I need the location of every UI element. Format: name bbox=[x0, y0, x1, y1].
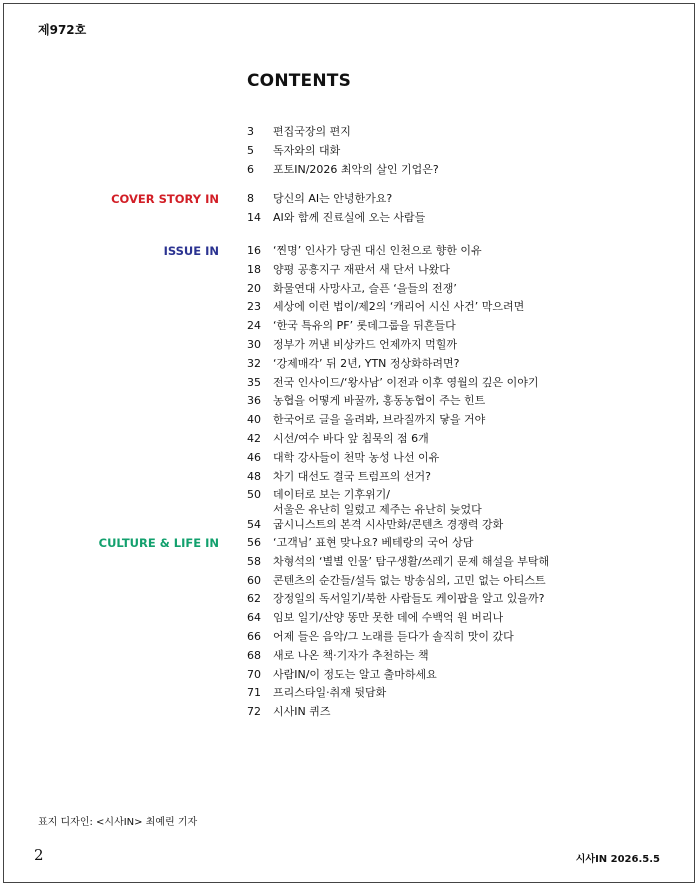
entry-title: 굽시니스트의 본격 시사만화/콘텐츠 경쟁력 강화 bbox=[273, 518, 504, 532]
entry-title: ‘찐명’ 인사가 당권 대신 인천으로 향한 이유 bbox=[273, 244, 482, 257]
entry-title: 독자와의 대화 bbox=[273, 143, 341, 157]
issue-number: 제972호 bbox=[38, 23, 87, 37]
entry-title: 임보 일기/산양 똥만 못한 데에 수백억 원 버리나 bbox=[273, 611, 504, 625]
toc-entry[interactable] bbox=[247, 336, 677, 355]
entry-title: AI와 함께 진료실에 오는 사람들 bbox=[273, 210, 426, 224]
toc-entry[interactable] bbox=[247, 280, 677, 299]
page-ref: 23 bbox=[247, 300, 261, 314]
page-title: CONTENTS bbox=[247, 71, 352, 91]
cover-design-credit: 표지 디자인: <시사IN> 최예린 기자 bbox=[38, 817, 198, 828]
toc-entry[interactable] bbox=[247, 590, 677, 609]
page-ref: 3 bbox=[247, 125, 254, 138]
page-ref: 48 bbox=[247, 469, 261, 483]
entry-title-line-1: 데이터로 보는 기후위기/ bbox=[273, 488, 390, 502]
toc-entry[interactable] bbox=[247, 392, 677, 411]
publication-date: 시사IN 2026.5.5 bbox=[575, 854, 660, 865]
section-label-culture-life: CULTURE & LIFE IN bbox=[98, 536, 219, 550]
entry-title: 대학 강사들이 천막 농성 나선 이유 bbox=[273, 450, 440, 464]
toc-entry[interactable] bbox=[247, 190, 677, 209]
entry-title: 세상에 이런 법이/제2의 ‘캐리어 시신 사건’ 막으려면 bbox=[273, 300, 525, 314]
page-ref: 54 bbox=[247, 518, 261, 532]
entry-title: 양평 공흥지구 재판서 새 단서 나왔다 bbox=[273, 262, 450, 276]
culture-list bbox=[247, 534, 677, 722]
page-ref: 71 bbox=[247, 686, 261, 700]
entry-title: 차기 대선도 결국 트럼프의 선거? bbox=[273, 469, 431, 483]
page-ref: 70 bbox=[247, 667, 261, 681]
entry-title: 시선/여수 바다 앞 침묵의 점 6개 bbox=[273, 431, 429, 445]
toc-entry[interactable] bbox=[247, 411, 677, 430]
page-ref: 40 bbox=[247, 413, 261, 427]
toc-entry[interactable] bbox=[247, 123, 677, 142]
entry-title: 차형석의 ‘별별 인물’ 탐구생활/쓰레기 문제 해설을 부탁해 bbox=[273, 554, 550, 568]
toc-entry[interactable] bbox=[247, 161, 677, 180]
page-ref: 60 bbox=[247, 573, 261, 587]
page-ref: 46 bbox=[247, 450, 261, 464]
page-ref: 58 bbox=[247, 554, 261, 568]
entry-title: 시사IN 퀴즈 bbox=[273, 705, 331, 719]
page-ref: 42 bbox=[247, 431, 261, 445]
entry-title: 포토IN/2026 최악의 살인 기업은? bbox=[273, 162, 439, 176]
entry-title: 당신의 AI는 안녕한가요? bbox=[273, 192, 393, 205]
entry-title-line-2: 서울은 유난히 일렀고 제주는 유난히 늦었다 bbox=[273, 502, 482, 516]
section-label-cover-story: COVER STORY IN bbox=[111, 192, 219, 206]
page-ref: 24 bbox=[247, 319, 261, 333]
toc-entry[interactable] bbox=[247, 609, 677, 628]
page-ref: 62 bbox=[247, 592, 261, 606]
entry-title: 새로 나온 책·기자가 추천하는 책 bbox=[273, 648, 429, 662]
entry-title: ‘고객님’ 표현 맞나요? 베테랑의 국어 상담 bbox=[273, 536, 474, 549]
page-ref: 18 bbox=[247, 262, 261, 276]
toc-entry[interactable] bbox=[247, 261, 677, 280]
toc-entry[interactable] bbox=[247, 468, 677, 487]
page-ref: 6 bbox=[247, 162, 254, 176]
section-label-issue-in: ISSUE IN bbox=[163, 244, 219, 258]
entry-title: 프리스타일·취재 뒷담화 bbox=[273, 686, 387, 700]
toc-entry[interactable] bbox=[247, 647, 677, 666]
entry-title bbox=[273, 488, 482, 517]
toc-entry[interactable] bbox=[247, 298, 677, 317]
toc-entry[interactable] bbox=[247, 572, 677, 591]
page-ref: 20 bbox=[247, 281, 261, 295]
toc-entry[interactable] bbox=[247, 486, 677, 516]
entry-title: 콘텐츠의 순간들/설득 없는 방송심의, 고민 없는 아티스트 bbox=[273, 573, 546, 587]
page-ref: 56 bbox=[247, 536, 261, 549]
entry-title: 편집국장의 편지 bbox=[273, 125, 351, 138]
entry-title: 농협을 어떻게 바꿀까, 홍동농협이 주는 힌트 bbox=[273, 394, 486, 408]
entry-title: 화물연대 사망사고, 슬픈 ‘을들의 전쟁’ bbox=[273, 281, 457, 295]
page-ref: 72 bbox=[247, 705, 261, 719]
page-ref: 66 bbox=[247, 629, 261, 643]
toc-entry[interactable] bbox=[247, 516, 677, 535]
page-ref: 8 bbox=[247, 192, 254, 205]
page-ref: 50 bbox=[247, 488, 261, 502]
toc-entry[interactable] bbox=[247, 374, 677, 393]
toc-entry[interactable] bbox=[247, 209, 677, 228]
toc-entry[interactable] bbox=[247, 553, 677, 572]
entry-title: 장정일의 독서일기/북한 사람들도 케이팝을 알고 있을까? bbox=[273, 592, 545, 606]
page-ref: 36 bbox=[247, 394, 261, 408]
page-ref: 14 bbox=[247, 210, 261, 224]
intro-list bbox=[247, 123, 677, 179]
page-ref: 5 bbox=[247, 143, 254, 157]
toc-entry[interactable] bbox=[247, 355, 677, 374]
toc-entry[interactable] bbox=[247, 534, 677, 553]
page-ref: 68 bbox=[247, 648, 261, 662]
entry-title: 어제 들은 음악/그 노래를 듣다가 솔직히 맛이 갔다 bbox=[273, 629, 514, 643]
toc-entry[interactable] bbox=[247, 666, 677, 685]
toc-entry[interactable] bbox=[247, 430, 677, 449]
entry-title: ‘한국 특유의 PF’ 롯데그룹을 뒤흔들다 bbox=[273, 319, 456, 333]
toc-entry[interactable] bbox=[247, 242, 677, 261]
toc-entry[interactable] bbox=[247, 142, 677, 161]
entry-title: ‘강제매각’ 뒤 2년, YTN 정상화하려면? bbox=[273, 356, 460, 370]
entry-title: 한국어로 글을 올려봐, 브라질까지 닿을 거야 bbox=[273, 413, 486, 427]
toc-entry[interactable] bbox=[247, 628, 677, 647]
entry-title: 사람IN/이 정도는 알고 출마하세요 bbox=[273, 667, 437, 681]
toc-entry[interactable] bbox=[247, 317, 677, 336]
page-ref: 32 bbox=[247, 356, 261, 370]
page-ref: 64 bbox=[247, 611, 261, 625]
toc-entry[interactable] bbox=[247, 684, 677, 703]
issue-in-list bbox=[247, 242, 677, 535]
page-ref: 35 bbox=[247, 375, 261, 389]
page-ref: 30 bbox=[247, 337, 261, 351]
page-ref: 16 bbox=[247, 244, 261, 257]
cover-story-list bbox=[247, 190, 677, 228]
toc-entry[interactable] bbox=[247, 703, 677, 722]
toc-entry[interactable] bbox=[247, 449, 677, 468]
entry-title: 전국 인사이드/‘왕사남’ 이전과 이후 영월의 깊은 이야기 bbox=[273, 375, 539, 389]
page-number: 2 bbox=[34, 846, 44, 864]
entry-title: 정부가 꺼낸 비상카드 언제까지 먹힐까 bbox=[273, 337, 458, 351]
